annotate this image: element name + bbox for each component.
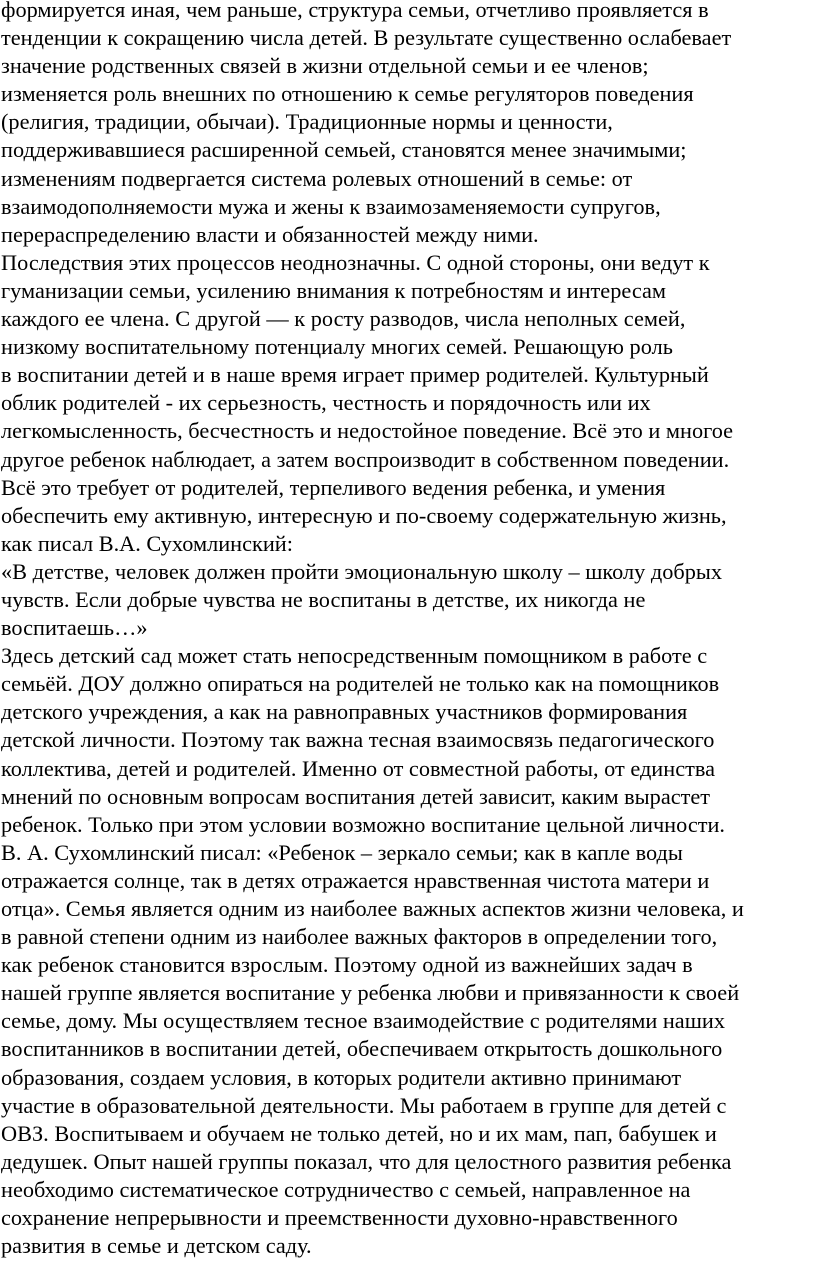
text-line: поддерживавшиеся расширенной семьей, становятся менее значимыми;: [1, 137, 687, 163]
quote-line: воспитаешь…»: [1, 615, 148, 641]
text-line: как писал В.А. Сухомлинский:: [1, 530, 293, 556]
text-line: семье, дому. Мы осуществляем тесное взаимодействие с родителями наших: [1, 1008, 725, 1034]
text-line: Последствия этих процессов неоднозначны. С одной стороны, они ведут к: [1, 249, 710, 275]
text-line: развития в семье и детском саду.: [1, 1233, 312, 1259]
text-line: другое ребенок наблюдает, а затем воспроизводит в собственном поведении.: [1, 446, 730, 472]
document-text: [1, 0, 816, 1260]
text-line: Здесь детский сад может стать непосредственным помощником в работе с: [1, 643, 708, 669]
text-line: воспитанников в воспитании детей, обеспечиваем открытость дошкольного: [1, 1036, 723, 1062]
text-line: легкомысленность, бесчестность и недостойное поведение. Всё это и многое: [1, 418, 734, 444]
text-line: сохранение непрерывности и преемственности духовно-нравственного: [1, 1205, 678, 1231]
text-line: семьёй. ДОУ должно опираться на родителей не только как на помощников: [1, 671, 720, 697]
text-line: изменениям подвергается система ролевых отношений в семье: от: [1, 165, 633, 191]
text-line: обеспечить ему активную, интересную и по-своему содержательную жизнь,: [1, 502, 727, 528]
text-line: ребенок. Только при этом условии возможно воспитание цельной личности.: [1, 811, 726, 837]
text-line: детского учреждения, а как на равноправных участников формирования: [1, 699, 688, 725]
quote-line: «В детстве, человек должен пройти эмоциональную школу – школу добрых: [1, 558, 723, 584]
text-line: в равной степени одним из наиболее важных факторов в определении того,: [1, 924, 718, 950]
text-line: участие в образовательной деятельности. Мы работаем в группе для детей с: [1, 1092, 727, 1118]
text-line: формируется иная, чем раньше, структура семьи, отчетливо проявляется в: [1, 0, 709, 22]
text-line: отражается солнце, так в детях отражается нравственная чистота матери и: [1, 867, 710, 893]
text-line: как ребенок становится взрослым. Поэтому одной из важнейших задач в: [1, 952, 693, 978]
text-line: ОВЗ. Воспитываем и обучаем не только детей, но и их мам, пап, бабушек и: [1, 1120, 717, 1146]
text-line: изменяется роль внешних по отношению к семье регуляторов поведения: [1, 81, 694, 107]
quote-line: чувств. Если добрые чувства не воспитаны в детстве, их никогда не: [1, 586, 646, 612]
text-line: необходимо систематическое сотрудничество с семьей, направленное на: [1, 1176, 691, 1202]
text-line: дедушек. Опыт нашей группы показал, что для целостного развития ребенка: [1, 1148, 732, 1174]
text-line: Всё это требует от родителей, терпеливого ведения ребенка, и умения: [1, 474, 666, 500]
text-line: отца». Семья является одним из наиболее важных аспектов жизни человека, и: [1, 896, 744, 921]
text-line: низкому воспитательному потенциалу многих семей. Решающую роль: [1, 334, 673, 360]
text-line: значение родственных связей в жизни отдельной семьи и ее членов;: [1, 53, 649, 79]
text-line: в воспитании детей и в наше время играет пример родителей. Культурный: [1, 362, 709, 388]
text-line: облик родителей - их серьезность, честность и порядочность или их: [1, 390, 651, 416]
text-line: взаимодополняемости мужа и жены к взаимозаменяемости супругов,: [1, 193, 661, 219]
text-line: перераспределению власти и обязанностей между ними.: [1, 221, 539, 247]
text-line: мнений по основным вопросам воспитания детей зависит, каким вырастет: [1, 783, 711, 809]
text-line: (религия, традиции, обычаи). Традиционные нормы и ценности,: [1, 109, 613, 135]
text-line: образования, создаем условия, в которых родители активно принимают: [1, 1064, 682, 1090]
text-line: детской личности. Поэтому так важна тесная взаимосвязь педагогического: [1, 727, 715, 753]
text-line: нашей группе является воспитание у ребенка любви и привязанности к своей: [1, 980, 740, 1006]
text-line: каждого ее члена. С другой — к росту разводов, числа неполных семей,: [1, 306, 686, 332]
text-line: тенденции к сокращению числа детей. В результате существенно ослабевает: [1, 25, 732, 51]
text-line: коллектива, детей и родителей. Именно от совместной работы, от единства: [1, 755, 715, 781]
text-line: гуманизации семьи, усилению внимания к потребностям и интересам: [1, 277, 667, 303]
text-line: В. А. Сухомлинский писал: «Ребенок – зеркало семьи; как в капле воды: [1, 839, 683, 865]
